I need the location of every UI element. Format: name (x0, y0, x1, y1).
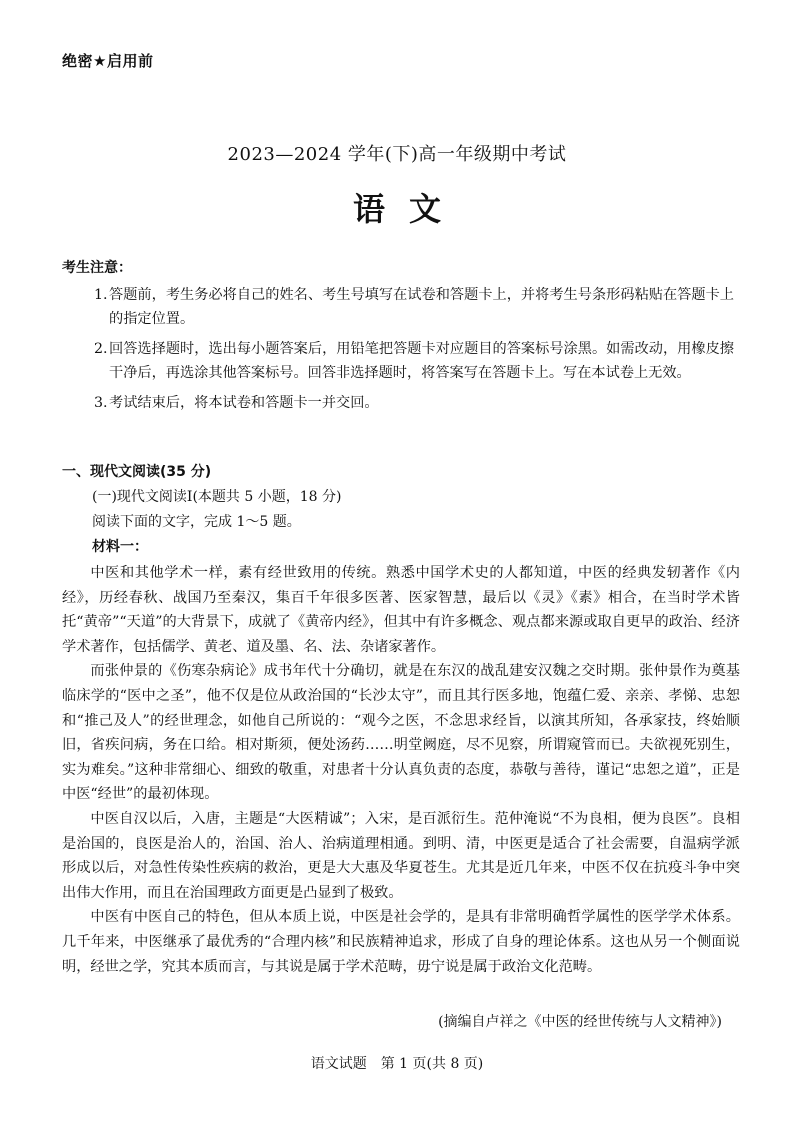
article-paragraph: 中医和其他学术一样，素有经世致用的传统。熟悉中国学术史的人都知道，中医的经典发轫著作《内经》，历经春秋、战国乃至秦汉，集百千年很多医著、医家智慧，最后以《灵》《素》相合，在当时学术皆托“黄帝”“天道”的大背景下，成就了《黄帝内经》，但其中有许多概念、观点都来源或取自更早的政治、经济学术著作，包括儒学、黄老、道及墨、名、法、杂诸家著作。 (62, 565, 740, 655)
article-body (62, 561, 740, 979)
notice-item (94, 391, 734, 415)
article-paragraph: 中医有中医自己的特色，但从本质上说，中医是社会学的，是具有非常明确哲学属性的医学学术体系。几千年来，中医继承了最优秀的“合理内核”和民族精神追求，形成了自身的理论体系。这也从另一个侧面说明，经世之学，究其本质而言，与其说是属于学术范畴，毋宁说是属于政治文化范畴。 (62, 909, 740, 975)
notice-number: 3. (94, 395, 108, 411)
page-footer: 语文试题 第 1 页(共 8 页) (310, 1056, 484, 1072)
material-label: 材料一： (92, 539, 148, 555)
subject-title: 语文 (352, 190, 465, 228)
notice-item (94, 337, 734, 385)
exam-title: 2023—2024 学年(下)高一年级期中考试 (227, 144, 567, 165)
article-paragraph: 中医自汉以后，入唐，主题是“大医精诚”；入宋，是百派衍生。范仲淹说“不为良相，便为良医”。良相是治国的，良医是治人的，治国、治人、治病道理相通。到明、清，中医更是适合了社会需要，自温病学派形成以后，对急性传染性疾病的救治，更是大大惠及华夏苍生。尤其是近几年来，中医不仅在抗疫斗争中突出伟大作用，而且在治国理政方面更是凸显到了极致。 (62, 810, 740, 901)
subsection-heading: (一)现代文阅读Ⅰ(本题共 5 小题，18 分) (92, 489, 342, 505)
notice-text: 答题前，考生务必将自己的姓名、考生号填写在试卷和答题卡上，并将考生号条形码粘贴在答题卡上的指定位置。 (109, 287, 734, 327)
notice-item (94, 283, 734, 331)
notice-text: 回答选择题时，选出每小题答案后，用铅笔把答题卡对应题目的答案标号涂黑。如需改动，用橡皮擦干净后，再选涂其他答案标号。回答非选择题时，将答案写在答题卡上。写在本试卷上无效。 (109, 341, 734, 381)
notice-text: 考试结束后，将本试卷和答题卡一并交回。 (109, 395, 379, 411)
notice-heading: 考生注意： (62, 260, 132, 276)
notice-number: 2. (94, 341, 108, 357)
article-source: (摘编自卢祥之《中医的经世传统与人文精神》) (438, 1014, 722, 1030)
reading-instruction: 阅读下面的文字，完成 1～5 题。 (92, 514, 301, 530)
notice-number: 1. (94, 287, 108, 303)
section-heading: 一、现代文阅读(35 分) (62, 464, 212, 480)
article-paragraph: 而张仲景的《伤寒杂病论》成书年代十分确切，就是在东汉的战乱建安汉魏之交时期。张仲景作为奠基临床学的“医中之圣”，他不仅是位从政治国的“长沙太守”，而且其行医多地，饱蕴仁爱、亲亲、孝悌、忠恕和“推己及人”的经世理念，如他自己所说的：“观今之医，不念思求经旨，以演其所知，各承家技，终始顺旧，省疾问病，务在口给。相对斯须，便处汤药……明堂阙庭，尽不见察，所谓窥管而已。夫欲视死别生，实为难矣。”这种非常细心、细致的敬重，对患者十分认真负责的态度，恭敬与善待，谨记“忠恕之道”，正是中医“经世”的最初体现。 (62, 663, 740, 803)
notice-list (94, 283, 734, 421)
confidential-mark: 绝密★启用前 (62, 52, 154, 70)
